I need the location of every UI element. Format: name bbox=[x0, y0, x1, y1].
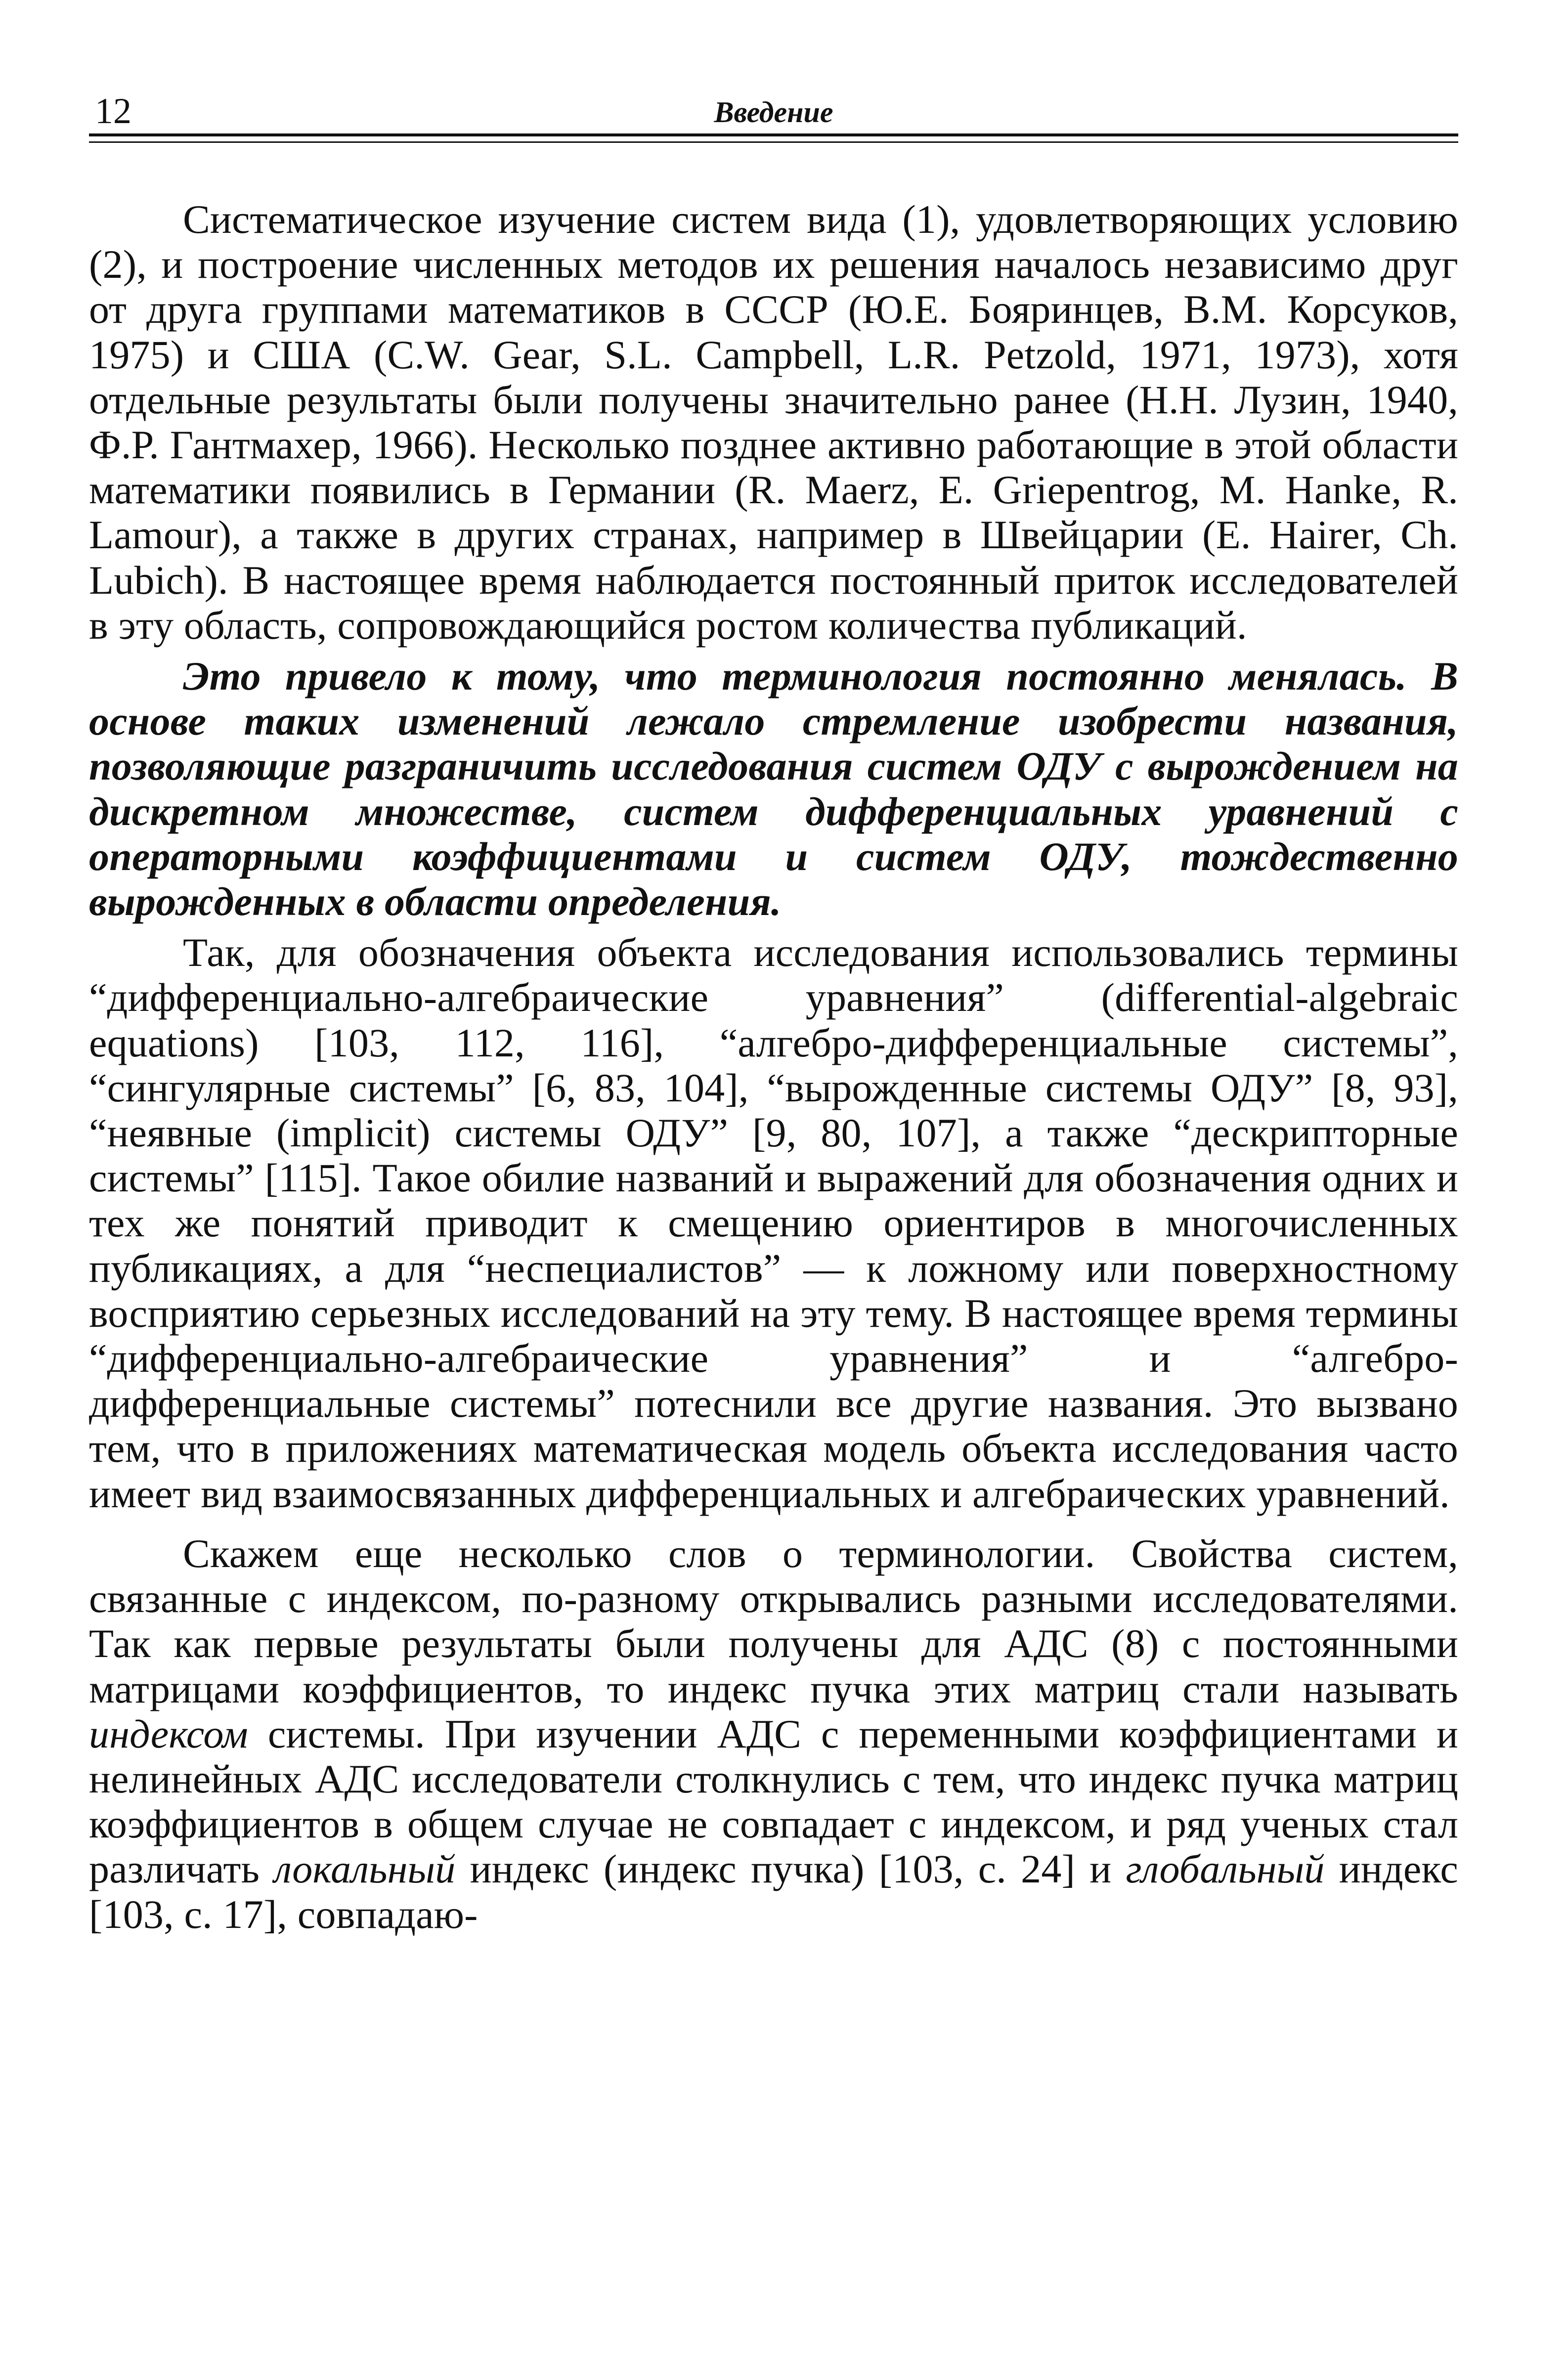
paragraph-index-text-4: индекс [103, с. 17], совпадаю- bbox=[89, 1846, 1459, 1937]
paragraph-index-text-1: Скажем еще несколько слов о терминологии. Свойства систем, связанные с индексом, по-разному открывались разными исследователями. Так как первые результаты были получены для АДС (8) с постоянными матрицами коэффициентов, то индекс пучка этих матриц стали называть bbox=[89, 1530, 1458, 1711]
paragraph-terminology-change: Это привело к тому, что терминология постоянно менялась. В основе таких изменений лежало стремление изобрести названия, позволяющие разграничить исследования систем ОДУ с вырождением на дискретном множестве, систем дифференциальных уравнений с операторными коэффициентами и систем ОДУ, тождественно вырожденных в области определения. bbox=[89, 654, 1458, 924]
paragraph-index-text-3: индекс (индекс пучка) [103, с. 24] и bbox=[455, 1846, 1126, 1892]
emphasis-global: глобальный bbox=[1126, 1846, 1325, 1892]
header-rule bbox=[89, 133, 1458, 136]
running-title: Введение bbox=[714, 96, 833, 129]
paragraph-terms: Так, для обозначения объекта исследования использовались термины “дифференциально-алгебраические уравнения” (differential-algebraic equations) [103, 112, 116], “алгебро-дифференциальные системы”, “сингулярные системы” [6, 83, 104], “вырожденные системы ОДУ” [8, 93], “неявные (implicit) системы ОДУ” [9, 80, 107], а также “дескрипторные системы” [115]. Такое обилие названий и выражений для обозначения одних и тех же понятий приводит к смещению ориентиров в многочисленных публикациях, а для “неспециалистов” — к ложному или поверхностному восприятию серьезных исследований на эту тему. В настоящее время термины “дифференциально-алгебраические уравнения” и “алгебро-дифференциальные системы” потеснили все другие названия. Это вызвано тем, что в приложениях математическая модель объекта исследования часто имеет вид взаимосвязанных дифференциальных и алгебраических уравнений. bbox=[89, 930, 1458, 1516]
paragraph-index-text-2: системы. При изучении АДС с переменными коэффициентами и нелинейных АДС исследователи столкнулись с тем, что индекс пучка матриц коэффициентов в общем случае не совпадает с индексом, и ряд ученых стал различать bbox=[89, 1711, 1458, 1892]
header-rule-thin bbox=[89, 141, 1458, 143]
emphasis-index: индексом bbox=[89, 1711, 248, 1756]
paragraph-index bbox=[89, 1531, 1458, 1937]
paragraph-history: Систематическое изучение систем вида (1), удовлетворяющих условию (2), и построение численных методов их решения началось независимо друг от друга группами математиков в СССР (Ю.Е. Бояринцев, В.М. Корсуков, 1975) и США (C.W. Gear, S.L. Campbell, L.R. Petzold, 1971, 1973), хотя отдельные результаты были получены значительно ранее (Н.Н. Лузин, 1940, Ф.Р. Гантмахер, 1966). Несколько позднее активно работающие в этой области математики появились в Германии (R. Maerz, E. Griepentrog, M. Hanke, R. Lamour), а также в других странах, например в Швейцарии (E. Hairer, Ch. Lubich). В настоящее время наблюдается постоянный приток исследователей в эту область, сопровождающийся ростом количества публикаций. bbox=[89, 197, 1458, 648]
page-header bbox=[89, 79, 1458, 133]
emphasis-local: локальный bbox=[274, 1846, 456, 1892]
page-body bbox=[89, 197, 1458, 1937]
page-number: 12 bbox=[95, 91, 131, 131]
